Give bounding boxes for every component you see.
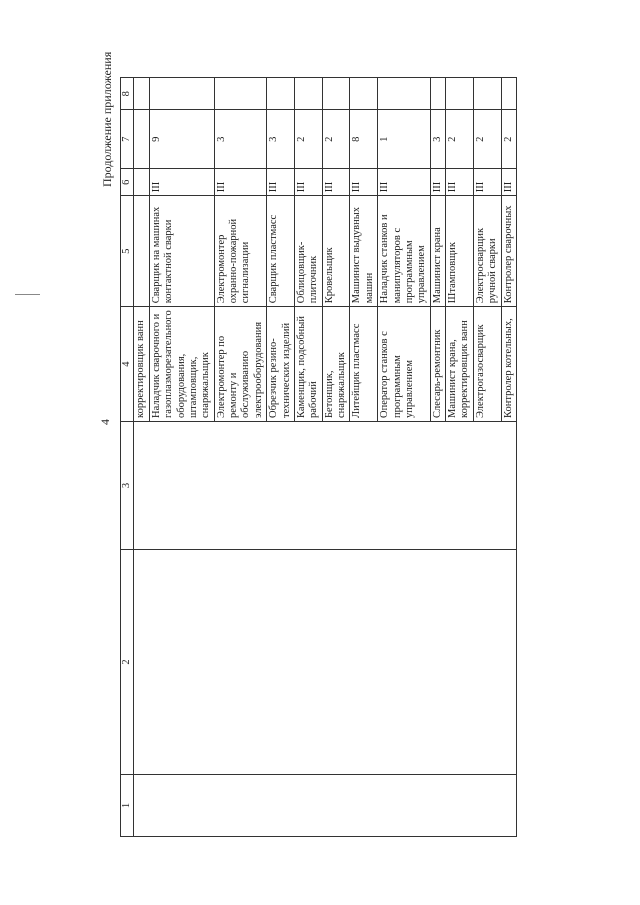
cell-col4: Электромонтер по ремонту и обслуживанию электрооборудования: [214, 307, 267, 422]
cell-col8: [378, 78, 431, 110]
cell-col7: 2: [446, 110, 474, 169]
cell-col6: III: [446, 169, 474, 196]
cell-col4: корректировщик ванн: [134, 307, 149, 422]
cell-col5: Сварщик на машинах контактной сварки: [149, 196, 214, 307]
cell-col8: [322, 78, 350, 110]
cell-col7: 8: [350, 110, 378, 169]
cell-col8: [430, 78, 445, 110]
col-header-5: 5: [121, 196, 134, 307]
cell-col8: [149, 78, 214, 110]
cell-col7: 2: [322, 110, 350, 169]
col-header-3: 3: [121, 422, 134, 550]
cell-col5: Облицовщик-плиточник: [294, 196, 322, 307]
cell-col5: Электромонтер охранно-пожарной сигнализации: [214, 196, 267, 307]
col-header-4: 4: [121, 307, 134, 422]
scan-mark: [15, 294, 40, 295]
cell-col4: Бетонщик, снаряжальщик: [322, 307, 350, 422]
data-table: [120, 77, 517, 837]
cell-col1: [134, 775, 517, 837]
table-row: [134, 78, 149, 837]
cell-col5: Штамповщик: [446, 196, 474, 307]
cell-col5: Машинист выдувных машин: [350, 196, 378, 307]
cell-col5: Сварщик пластмасс: [267, 196, 295, 307]
cell-col4: Электрогазосварщик: [473, 307, 501, 422]
cell-col7: 2: [473, 110, 501, 169]
cell-col7: 9: [149, 110, 214, 169]
cell-col8: [446, 78, 474, 110]
cell-col6: III: [267, 169, 295, 196]
cell-col6: III: [473, 169, 501, 196]
page-caption: Продолжение приложения: [100, 51, 114, 187]
cell-col4: Слесарь-ремонтник: [430, 307, 445, 422]
table-body: [134, 78, 517, 837]
cell-col8: [214, 78, 267, 110]
cell-col6: III: [149, 169, 214, 196]
cell-col6: III: [350, 169, 378, 196]
cell-col6: III: [430, 169, 445, 196]
cell-col7: 3: [267, 110, 295, 169]
col-header-1: 1: [121, 775, 134, 837]
cell-col3: [134, 422, 517, 550]
header-row: [121, 78, 134, 837]
cell-col4: Контролер котельных,: [501, 307, 516, 422]
col-header-6: 6: [121, 169, 134, 196]
cell-col8: [294, 78, 322, 110]
col-header-2: 2: [121, 550, 134, 775]
col-header-7: 7: [121, 110, 134, 169]
cell-col6: III: [501, 169, 516, 196]
cell-col5: Наладчик станков и манипуляторов с программным управлением: [378, 196, 431, 307]
cell-col5: [134, 196, 149, 307]
cell-col4: Обрезчик резино-технических изделий: [267, 307, 295, 422]
cell-col5: Машинист крана: [430, 196, 445, 307]
cell-col4: Оператор станков с программным управлением: [378, 307, 431, 422]
cell-col5: Электросварщик ручной сварки: [473, 196, 501, 307]
cell-col6: III: [378, 169, 431, 196]
cell-col4: Наладчик сварочного и газоплазморезательного оборудования, штамповщик, снаряжальщик: [149, 307, 214, 422]
cell-col8: [473, 78, 501, 110]
cell-col6: [134, 169, 149, 196]
cell-col6: III: [214, 169, 267, 196]
cell-col7: 2: [294, 110, 322, 169]
cell-col7: 3: [430, 110, 445, 169]
cell-col7: 2: [501, 110, 516, 169]
cell-col6: III: [294, 169, 322, 196]
page-number: 4: [98, 419, 112, 425]
cell-col5: Контролер сварочных: [501, 196, 516, 307]
cell-col2: [134, 550, 517, 775]
cell-col8: [267, 78, 295, 110]
cell-col4: Литейщик пластмасс: [350, 307, 378, 422]
col-header-8: 8: [121, 78, 134, 110]
cell-col6: III: [322, 169, 350, 196]
cell-col4: Каменщик, подсобный рабочий: [294, 307, 322, 422]
cell-col8: [501, 78, 516, 110]
cell-col7: [134, 110, 149, 169]
cell-col4: Машинист крана, корректировщик ванн: [446, 307, 474, 422]
cell-col7: 3: [214, 110, 267, 169]
cell-col5: Кровельщик: [322, 196, 350, 307]
cell-col7: 1: [378, 110, 431, 169]
cell-col8: [134, 78, 149, 110]
cell-col8: [350, 78, 378, 110]
